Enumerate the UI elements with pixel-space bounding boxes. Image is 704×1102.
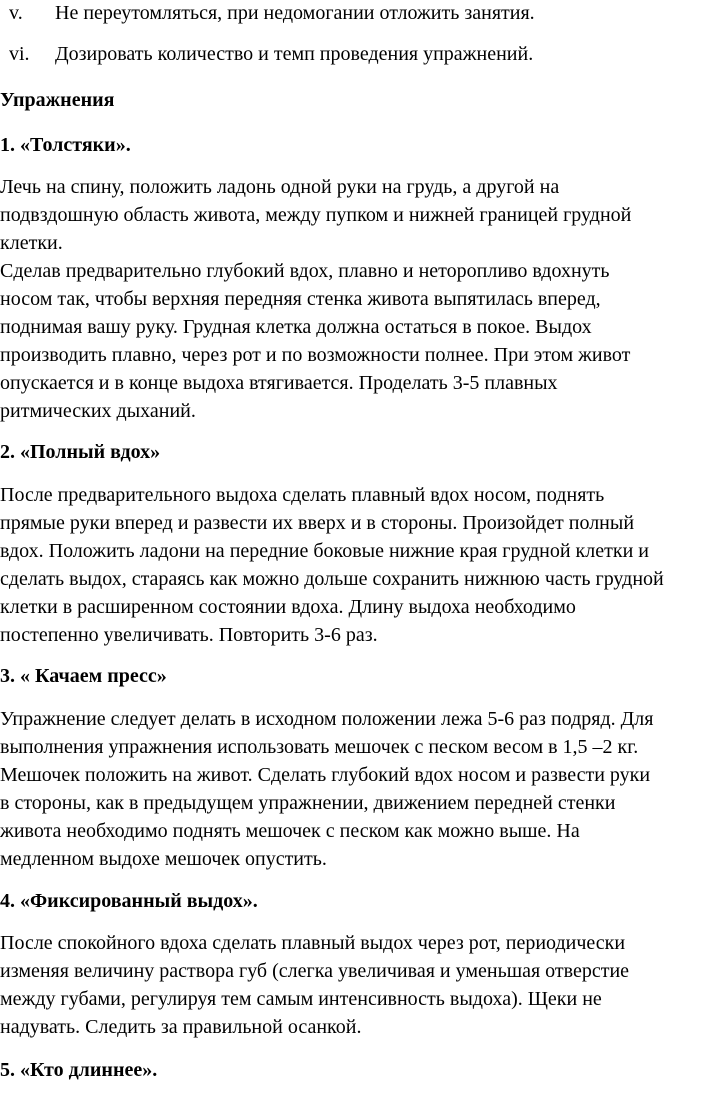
list-item-vi bbox=[0, 40, 704, 68]
text-line: После предварительного выдоха сделать плавный вдох носом, поднять bbox=[0, 484, 605, 506]
exercise-2-title: 2. «Полный вдох» bbox=[0, 441, 161, 463]
text-line: в стороны, как в предыдущем упражнении, движением передней стенки bbox=[0, 792, 616, 814]
exercise-1-paragraph-1 bbox=[0, 173, 704, 257]
list-item-number: v. bbox=[9, 2, 23, 24]
exercise-1-title: 1. «Толстяки». bbox=[0, 134, 131, 156]
exercise-1-paragraph-2 bbox=[0, 257, 704, 425]
text-line: Сделав предварительно глубокий вдох, плавно и неторопливо вдохнуть bbox=[0, 260, 610, 282]
text-line: производить плавно, через рот и по возможности полнее. При этом живот bbox=[0, 344, 631, 366]
text-line: прямые руки вперед и развести их вверх и в стороны. Произойдет полный bbox=[0, 512, 635, 534]
list-item-text: Не переутомляться, при недомогании отложить занятия. bbox=[55, 2, 535, 24]
text-line: Мешочек положить на живот. Сделать глубокий вдох носом и развести руки bbox=[0, 764, 651, 786]
exercise-3-paragraph bbox=[0, 705, 704, 873]
text-line: ритмических дыханий. bbox=[0, 400, 196, 422]
list-item-text: Дозировать количество и темп проведения упражнений. bbox=[55, 43, 534, 65]
text-line: постепенно увеличивать. Повторить 3-6 раз. bbox=[0, 624, 378, 646]
list-item-number: vi. bbox=[9, 43, 30, 65]
text-line: изменяя величину раствора губ (слегка увеличивая и уменьшая отверстие bbox=[0, 960, 630, 982]
list-item-v bbox=[0, 0, 704, 27]
text-line: носом так, чтобы верхняя передняя стенка живота выпятилась вперед, bbox=[0, 288, 601, 310]
text-line: клетки в расширенном состоянии вдоха. Длину выдоха необходимо bbox=[0, 596, 576, 618]
text-line: вдох. Положить ладони на передние боковые нижние края грудной клетки и bbox=[0, 540, 649, 562]
exercise-3-title: 3. « Качаем пресс» bbox=[0, 665, 167, 687]
text-line: между губами, регулируя тем самым интенсивность выдоха). Щеки не bbox=[0, 988, 602, 1010]
text-line: Упражнение следует делать в исходном положении лежа 5-6 раз подряд. Для bbox=[0, 708, 654, 730]
text-line: поднимая вашу руку. Грудная клетка должна остаться в покое. Выдох bbox=[0, 316, 592, 338]
text-line: Лечь на спину, положить ладонь одной руки на грудь, а другой на bbox=[0, 176, 560, 198]
text-line: клетки. bbox=[0, 232, 63, 254]
text-line: живота необходимо поднять мешочек с песком как можно выше. На bbox=[0, 820, 580, 842]
text-line: После спокойного вдоха сделать плавный выдох через рот, периодически bbox=[0, 932, 626, 954]
text-line: надувать. Следить за правильной осанкой. bbox=[0, 1016, 362, 1038]
text-line: выполнения упражнения использовать мешочек с песком весом в 1,5 –2 кг. bbox=[0, 736, 639, 758]
text-line: медленном выдохе мешочек опустить. bbox=[0, 848, 327, 870]
text-line: сделать выдох, стараясь как можно дольше сохранить нижнюю часть грудной bbox=[0, 568, 664, 590]
section-title: Упражнения bbox=[0, 89, 115, 111]
exercise-4-title: 4. «Фиксированный выдох». bbox=[0, 890, 258, 912]
text-line: подвздошную область живота, между пупком и нижней границей грудной bbox=[0, 204, 632, 226]
exercise-2-paragraph bbox=[0, 481, 704, 649]
exercise-5-title: 5. «Кто длиннее». bbox=[0, 1059, 158, 1081]
exercise-4-paragraph bbox=[0, 929, 704, 1041]
text-line: опускается и в конце выдоха втягивается. Проделать 3-5 плавных bbox=[0, 372, 558, 394]
